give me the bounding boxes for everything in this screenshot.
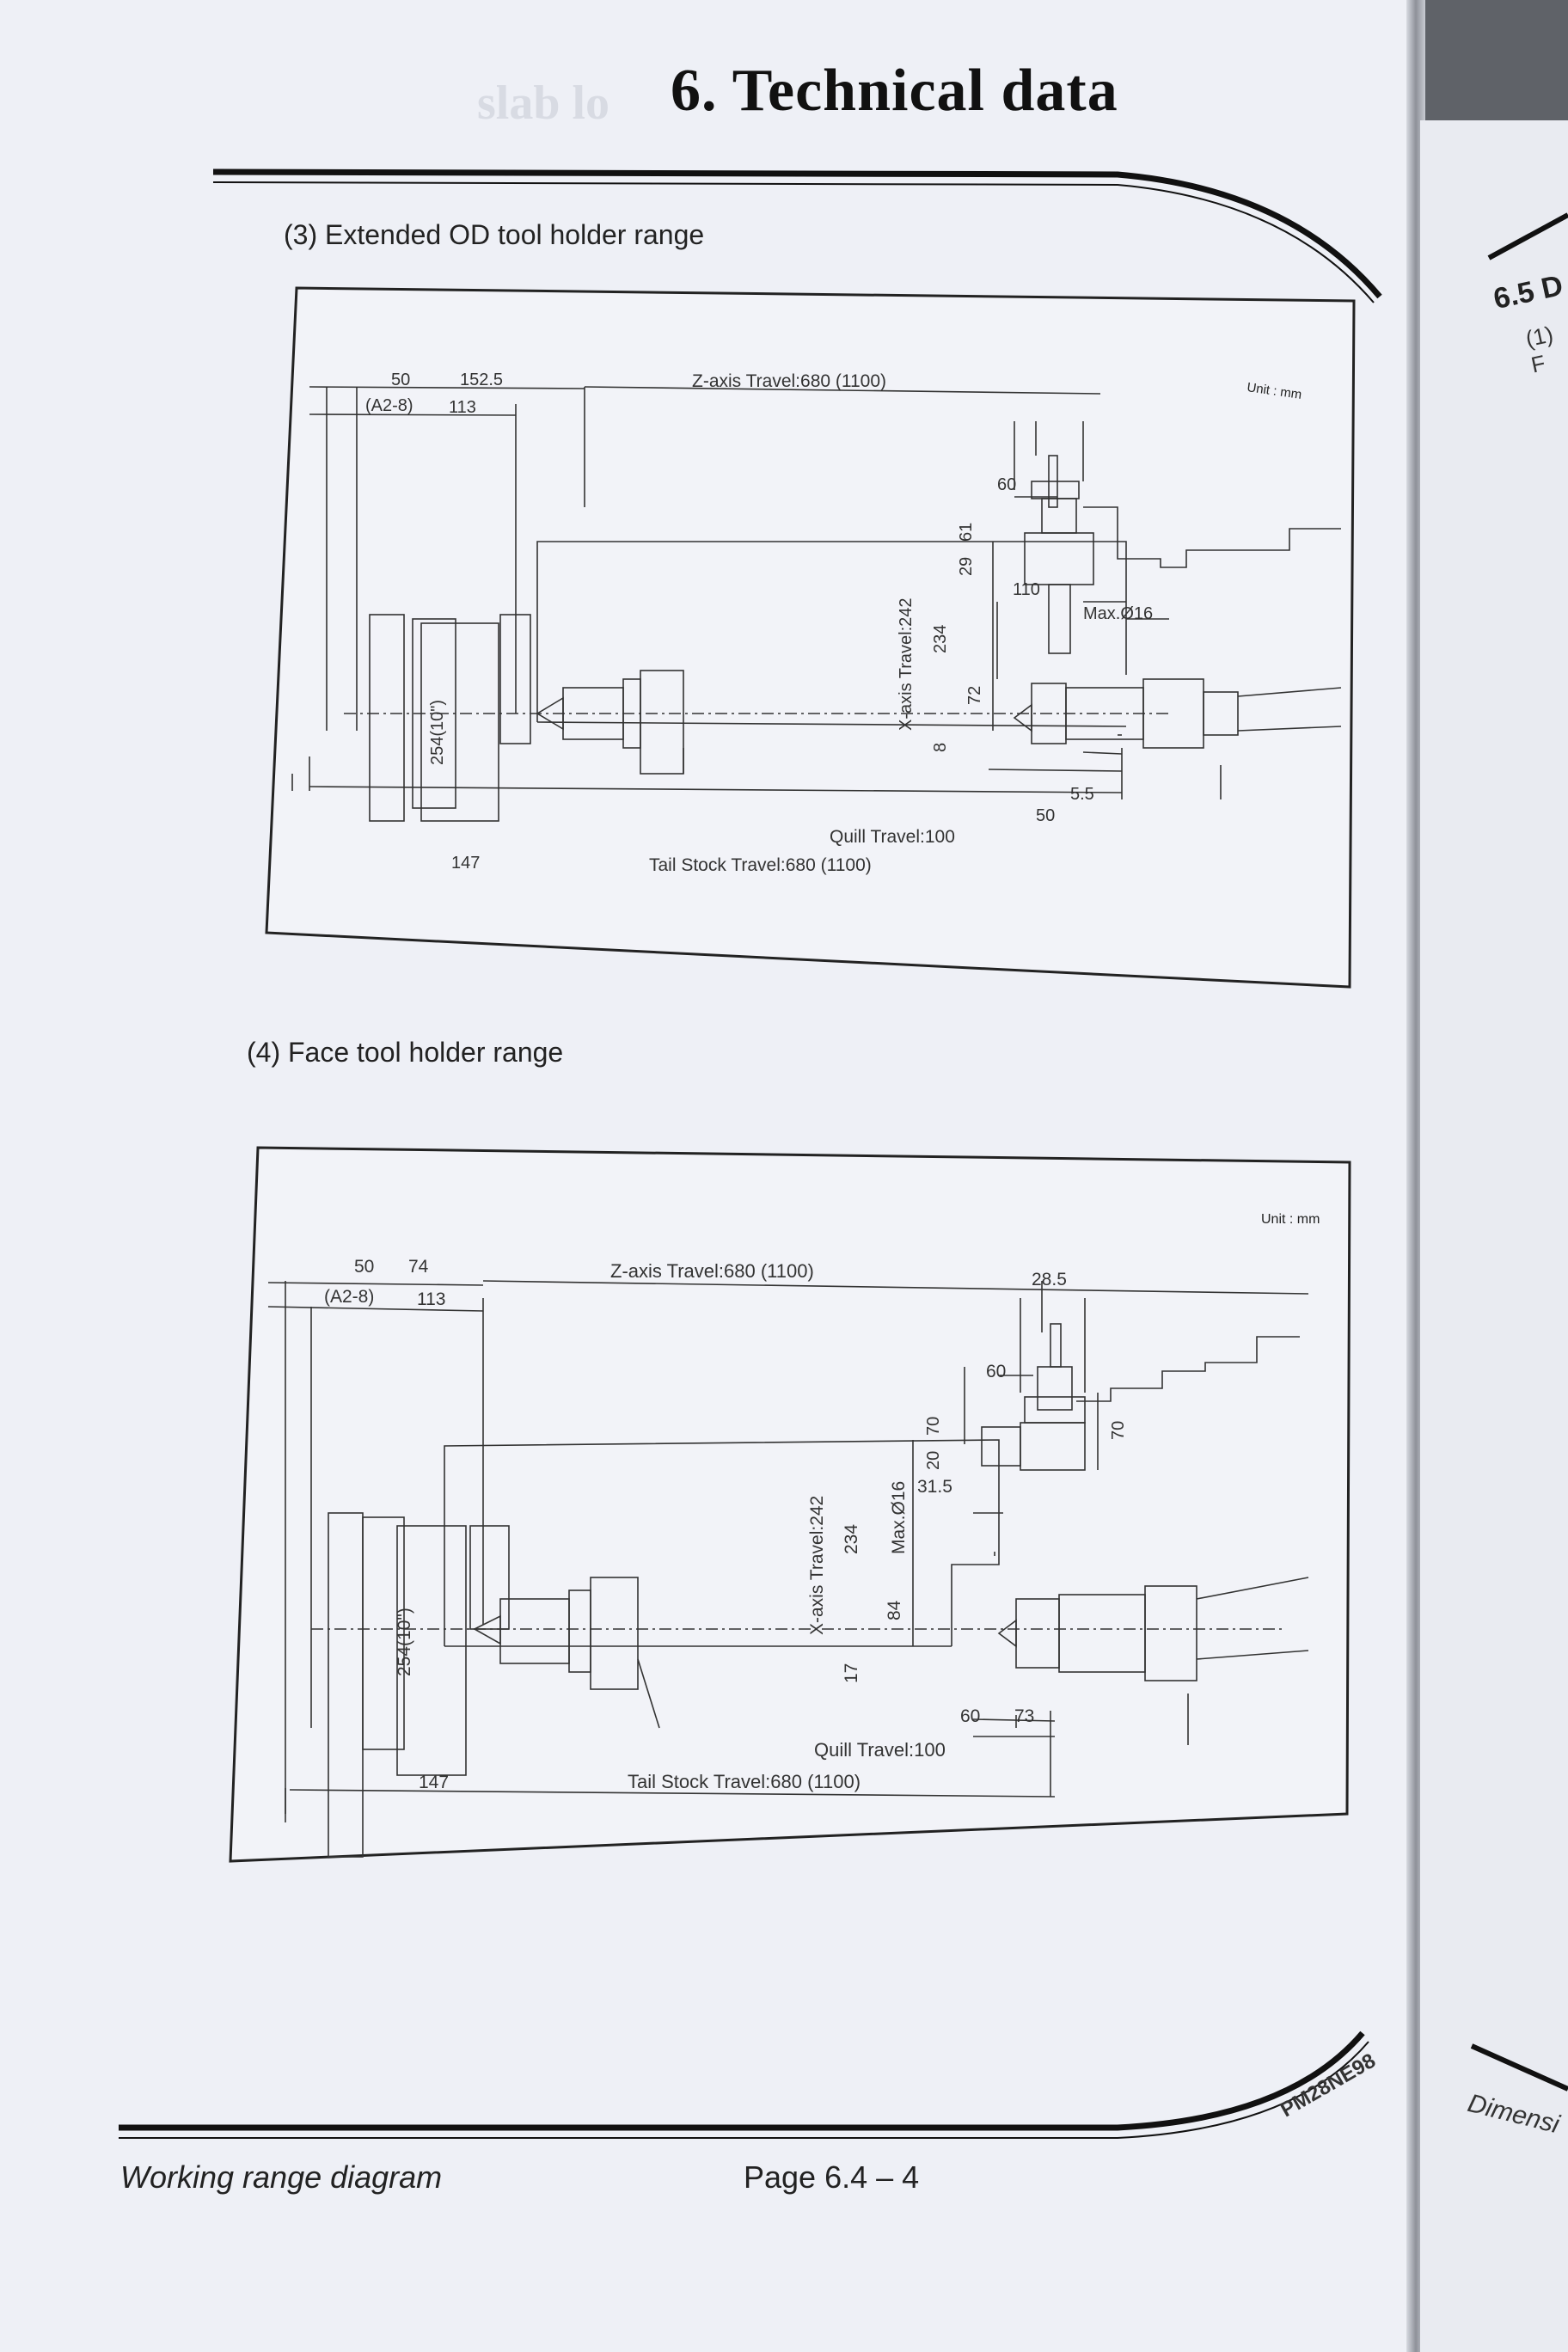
dim-50: 50	[354, 1257, 375, 1277]
chuck-size: 254(10")	[395, 1608, 414, 1676]
dim-31-5: 31.5	[917, 1477, 952, 1497]
dim-60-bottom: 60	[960, 1706, 981, 1726]
dim-50: 50	[391, 371, 411, 389]
diagram-od-tool-holder	[258, 284, 1367, 997]
dim-20: 20	[924, 1450, 943, 1470]
diagram-face-tool-holder	[225, 1143, 1356, 1865]
unit-label: Unit : mm	[1261, 1212, 1320, 1227]
facing-header-rule	[1420, 120, 1568, 292]
dim-234: 234	[931, 624, 950, 653]
z-axis-travel: Z-axis Travel:680 (1100)	[610, 1260, 814, 1282]
x-axis-travel: X-axis Travel:242	[897, 597, 916, 731]
tailstock-travel: Tail Stock Travel:680 (1100)	[649, 855, 872, 875]
dim-70-right: 70	[1109, 1420, 1128, 1440]
dim-147: 147	[451, 854, 481, 873]
dim-110: 110	[1013, 580, 1040, 599]
dim-113: 113	[449, 398, 476, 417]
tailstock-travel: Tail Stock Travel:680 (1100)	[628, 1771, 861, 1792]
dim-17: 17	[842, 1663, 861, 1683]
dim-60-top: 60	[986, 1362, 1007, 1381]
footer-section-name: Working range diagram	[120, 2159, 443, 2195]
dim-234: 234	[842, 1523, 861, 1554]
facing-page	[1420, 120, 1568, 2352]
dim-70-left: 70	[924, 1416, 943, 1436]
max-diameter-label: Max.Ø16	[1083, 604, 1154, 623]
facing-footer-text: Dimensi	[1465, 2089, 1563, 2140]
dim-28-5: 28.5	[1032, 1270, 1067, 1289]
section-4-caption: (4) Face tool holder range	[247, 1037, 564, 1068]
max-diameter-label: Max.Ø16	[889, 1480, 909, 1554]
facing-subheading: (1) F	[1523, 321, 1556, 378]
document-code: PM28NE98	[1277, 2049, 1380, 2122]
dim-5-5: 5.5	[1070, 785, 1094, 804]
dim-74: 74	[408, 1257, 429, 1277]
dim-147: 147	[419, 1773, 450, 1792]
section-3-caption: (3) Extended OD tool holder range	[284, 219, 705, 250]
dim-152-5: 152.5	[460, 371, 504, 389]
z-axis-travel: Z-axis Travel:680 (1100)	[692, 371, 887, 391]
dim-72: 72	[965, 685, 984, 705]
dim-73: 73	[1014, 1706, 1035, 1726]
x-axis-travel: X-axis Travel:242	[807, 1495, 827, 1635]
dim-50-quill: 50	[1036, 806, 1056, 825]
page-title: 6. Technical data	[671, 58, 1118, 124]
quill-travel: Quill Travel:100	[814, 1739, 946, 1761]
dim-29: 29	[957, 556, 976, 576]
dim-113: 113	[417, 1289, 446, 1309]
page-number: Page 6.4 – 4	[744, 2159, 920, 2195]
bleed-through-text: slab lo	[477, 77, 610, 130]
unit-label: Unit : mm	[1246, 380, 1303, 402]
dim-84: 84	[885, 1600, 904, 1620]
footer-rule	[0, 2012, 1418, 2166]
quill-travel: Quill Travel:100	[830, 827, 955, 847]
dim-60: 60	[997, 475, 1017, 494]
spindle-label: (A2-8)	[365, 396, 413, 415]
dim-61: 61	[957, 522, 976, 542]
dim-8: 8	[931, 742, 950, 752]
facing-section-heading: 6.5 D	[1491, 269, 1566, 316]
spindle-label: (A2-8)	[324, 1287, 375, 1307]
chuck-size: 254(10")	[428, 699, 447, 765]
